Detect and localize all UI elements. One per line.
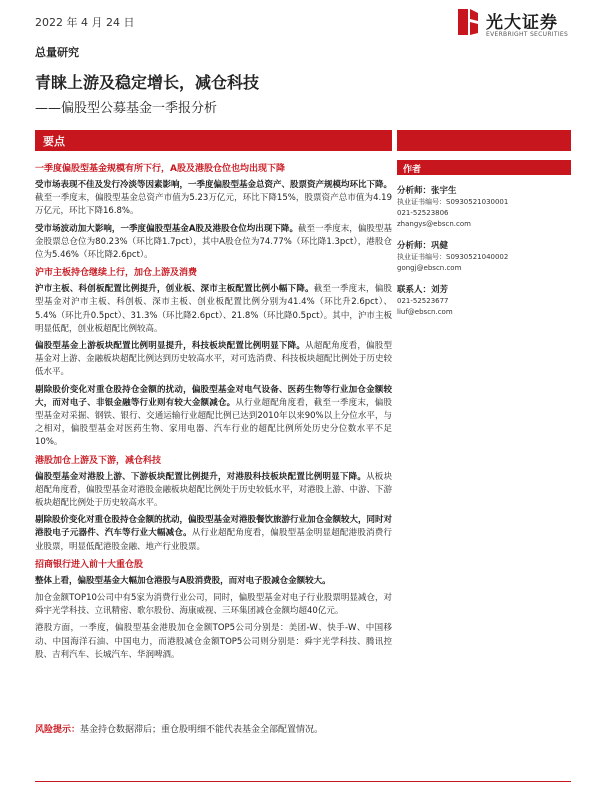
authors-label: 作者 (403, 165, 422, 175)
analyst-name: 联系人：刘芳 (397, 285, 449, 295)
authors-panel (397, 160, 571, 318)
paragraph: 整体上看，偏股型基金大幅加仓港股与A股消费股，而对电子股减仓金额较大。 (35, 575, 331, 586)
analyst-email[interactable]: zhangys@ebscn.com (397, 220, 471, 228)
footer-divider (35, 781, 571, 782)
key-points-header-right (397, 130, 571, 151)
section-heading: 一季度偏股型基金规模有所下行，A股及港股仓位也均出现下降 (35, 164, 285, 174)
authors-header (397, 160, 571, 175)
paragraph: 港股方面，一季度，偏股型基金港股加仓金额TOP5公司分别是：美团-W、快手-W、中国移动、中国海洋石油、中国电力，而港股减仓金额TOP5公司则分别是：舜宇光学科技、腾讯控股、吉利汽车、长城汽车、华润啤酒。 (35, 623, 392, 660)
report-category: 总量研究 (35, 46, 79, 59)
paragraph: 受市场表现不佳及发行冷淡等因素影响，一季度偏股型基金总资产、股票资产规模均环比下降。截至一季度末，偏股型基金总资产市值为5.23万亿元，环比下降15%，股票资产总市值为4.19万亿元，环比下降16.8%。 (35, 180, 393, 217)
analyst-email[interactable]: gongj@ebscn.com (397, 264, 462, 272)
analyst-phone: 021-52523806 (397, 209, 449, 217)
section-heading: 招商银行进入前十大重仓股 (35, 559, 144, 570)
section-heading: 港股加仓上游及下游，减仓科技 (35, 455, 162, 466)
logo-text-cn: 光大证券 (486, 13, 558, 33)
paragraph: 剔除股价变化对重仓股持仓金额的扰动，偏股型基金对港股餐饮旅游行业加仓金额较大，同时对港股电子元器件、汽车等行业大幅减仓。从行业超配角度看，偏股型基金明显超配港股消费行业股票，明显低配港股金融、地产行业股票。 (35, 515, 393, 552)
report-title: 青睐上游及稳定增长，减仓科技 (35, 73, 260, 92)
key-points-body (35, 160, 392, 666)
paragraph: 剔除股价变化对重仓股持仓金额的扰动，偏股型基金对电气设备、医药生物等行业加仓金额较大，而对电子、非银金融等行业则有较大金额减仓。从行业超配角度看，截至一季度末，偏股型基金对采掘、钢铁、银行、交通运输行业超配比例已达到2010年以来90%以上分位水平，与之相对，偏股型基金对医药生物、家用电器、汽车行业的超配比例所处历史分位数水平不足10%。 (35, 384, 392, 448)
report-subtitle: ——偏股型公募基金一季报分析 (35, 101, 218, 116)
paragraph: 加仓金额TOP10公司中有5家为消费行业公司，同时，偏股型基金对电子行业股票明显减仓，对舜宇光学科技、立讯精密、歌尔股份、海康威视、三环集团减仓金额均超40亿元。 (35, 593, 392, 617)
paragraph: 偏股型基金上游板块配置比例明显提升，科技板块配置比例明显下降。从超配角度看，偏股型基金对上游、金融板块超配比例达到历史较高水平，对可选消费、科技板块超配比例处于历史较低水平。 (35, 341, 393, 378)
paragraph: 偏股型基金对港股上游、下游板块配置比例提升，对港股科技板块配置比例明显下降。从板块超配角度看，偏股型基金对港股金融板块超配比例处于历史较低水平，对港股上游、中游、下游板块超配比例处于历史较高水平。 (35, 471, 393, 509)
analyst-cert: 执业证书编号：S0930521040002 (397, 253, 509, 261)
analyst-phone: 021-52523677 (397, 297, 449, 305)
analyst-cert: 执业证书编号：S0930521030001 (397, 198, 509, 206)
paragraph: 沪市主板、科创板配置比例提升，创业板、深市主板配置比例小幅下降。截至一季度末，偏股型基金对沪市主板、科创板、深市主板、创业板配置比例分别为41.4%（环比升2.6pct）、5.4%（环比升0.5pct）、31.3%（环比降2.6pct）、21.8%（环比降0.5pct）。其中，沪市主板明显低配，创业板超配比例较高。 (35, 284, 392, 334)
analyst-card (397, 185, 571, 230)
analyst-name: 分析师：巩健 (397, 241, 449, 251)
analyst-email[interactable]: liuf@ebscn.com (397, 308, 453, 316)
risk-label: 风险提示： (35, 725, 81, 735)
risk-warning (35, 722, 323, 735)
risk-text: 基金持仓数据滞后；重仓股明细不能代表基金全部配置情况。 (80, 725, 324, 735)
logo-text-en: EVERBRIGHT SECURITIES (486, 31, 569, 38)
analyst-card (397, 284, 571, 318)
paragraph: 受市场波动加大影响，一季度偏股型基金A股及港股仓位均出现下降。截至一季度末，偏股型基金股票总仓位为80.23%（环比降1.7pct），其中A股仓位为74.77%（环比降1.3pct），港股仓位为5.46%（环比降2.6pct）。 (35, 223, 392, 261)
key-points-header (35, 130, 392, 151)
key-points-label: 要点 (43, 135, 65, 148)
analyst-name: 分析师：张宇生 (397, 186, 457, 196)
report-date: 2022 年 4 月 24 日 (35, 16, 135, 29)
everbright-logo-icon (454, 7, 482, 37)
analyst-card (397, 240, 571, 274)
brand-logo (454, 7, 574, 43)
section-heading: 沪市主板持仓继续上行，加仓上游及消费 (35, 268, 198, 279)
